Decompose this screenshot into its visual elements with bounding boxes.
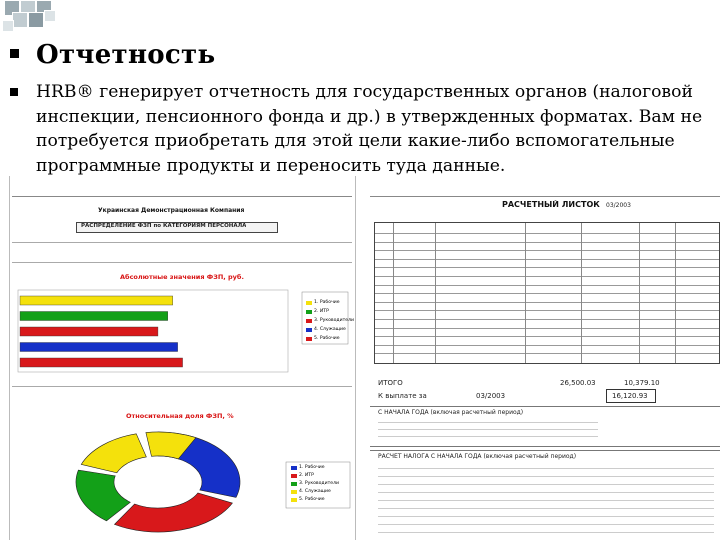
ring-slice-3 bbox=[76, 470, 130, 521]
k-vyplate-label: К выплате за bbox=[378, 392, 427, 400]
legend-label: 4. Служащие bbox=[314, 327, 346, 332]
bar-5 bbox=[20, 358, 183, 367]
section-tax: РАСЧЕТ НАЛОГА С НАЧАЛА ГОДА (включая расчетный период) bbox=[378, 453, 577, 460]
paragraph-bullet-icon bbox=[10, 88, 18, 96]
itogo-label: ИТОГО bbox=[378, 379, 403, 387]
legend-swatch bbox=[306, 301, 312, 305]
chart2-title: Относительная доля ФЗП, % bbox=[126, 412, 234, 420]
report-subtitle: РАСПРЕДЕЛЕНИЕ ФЗП по КАТЕГОРИЯМ ПЕРСОНАЛА bbox=[81, 223, 247, 229]
legend2-label: 3. Руководители bbox=[299, 481, 340, 486]
itogo-deducted: 10,379.10 bbox=[624, 379, 660, 387]
legend2-swatch bbox=[291, 466, 297, 470]
payslip-period: 03/2003 bbox=[606, 202, 631, 209]
legend2-label: 1. Рабочие bbox=[299, 465, 325, 470]
chart2-legend bbox=[288, 462, 352, 508]
legend2-label: 2. ИТР bbox=[299, 473, 314, 478]
legend-swatch bbox=[306, 319, 312, 323]
report-left-panel bbox=[8, 176, 356, 540]
legend-swatch bbox=[306, 310, 312, 314]
bar-2 bbox=[20, 312, 168, 321]
report-right-panel bbox=[370, 176, 720, 540]
legend2-label: 5. Рабочие bbox=[299, 497, 325, 502]
payslip-table bbox=[374, 222, 720, 364]
ring-slices bbox=[76, 432, 240, 532]
legend-label: 3. Руководители bbox=[314, 318, 355, 323]
slide-title: Отчетность bbox=[36, 40, 216, 70]
ring-slice-2 bbox=[114, 493, 232, 532]
legend-swatch bbox=[306, 337, 312, 341]
k-vyplate-period: 03/2003 bbox=[476, 392, 506, 400]
chart1-legend bbox=[306, 297, 355, 349]
header-decoration bbox=[0, 0, 130, 40]
legend-label: 1. Рабочие bbox=[314, 300, 340, 305]
legend-label: 2. ИТР bbox=[314, 309, 329, 314]
org-heading: Украинская Демонстрационная Компания bbox=[98, 207, 245, 214]
legend2-label: 4. Служащие bbox=[299, 489, 331, 494]
title-bullet-icon bbox=[10, 49, 19, 58]
itogo-accrued: 26,500.03 bbox=[560, 379, 596, 387]
section-year: С НАЧАЛА ГОДА (включая расчетный период) bbox=[378, 409, 524, 416]
bar-1 bbox=[20, 296, 173, 305]
k-vyplate-value: 16,120.93 bbox=[612, 392, 648, 400]
bar-3 bbox=[20, 327, 158, 336]
bar-chart bbox=[12, 282, 355, 380]
legend2-swatch bbox=[291, 474, 297, 478]
legend2-swatch bbox=[291, 490, 297, 494]
ring-slice-4 bbox=[81, 434, 146, 473]
slide-paragraph: HRB® генерирует отчетность для государственных органов (налоговой инспекции, пенсионного фонда и др.) в утвержденных форматах. Вам не потребуется приобретать для этой цели какие-либо вспомогательные программные продукты и переносить туда данные. bbox=[36, 82, 703, 176]
bar-4 bbox=[20, 343, 178, 352]
legend-swatch bbox=[306, 328, 312, 332]
legend2-swatch bbox=[291, 498, 297, 502]
payslip-heading: РАСЧЕТНЫЙ ЛИСТОК bbox=[502, 200, 600, 209]
legend2-swatch bbox=[291, 482, 297, 486]
chart1-title: Абсолютные значения ФЗП, руб. bbox=[120, 273, 244, 281]
legend-label: 5. Рабочие bbox=[314, 336, 340, 341]
